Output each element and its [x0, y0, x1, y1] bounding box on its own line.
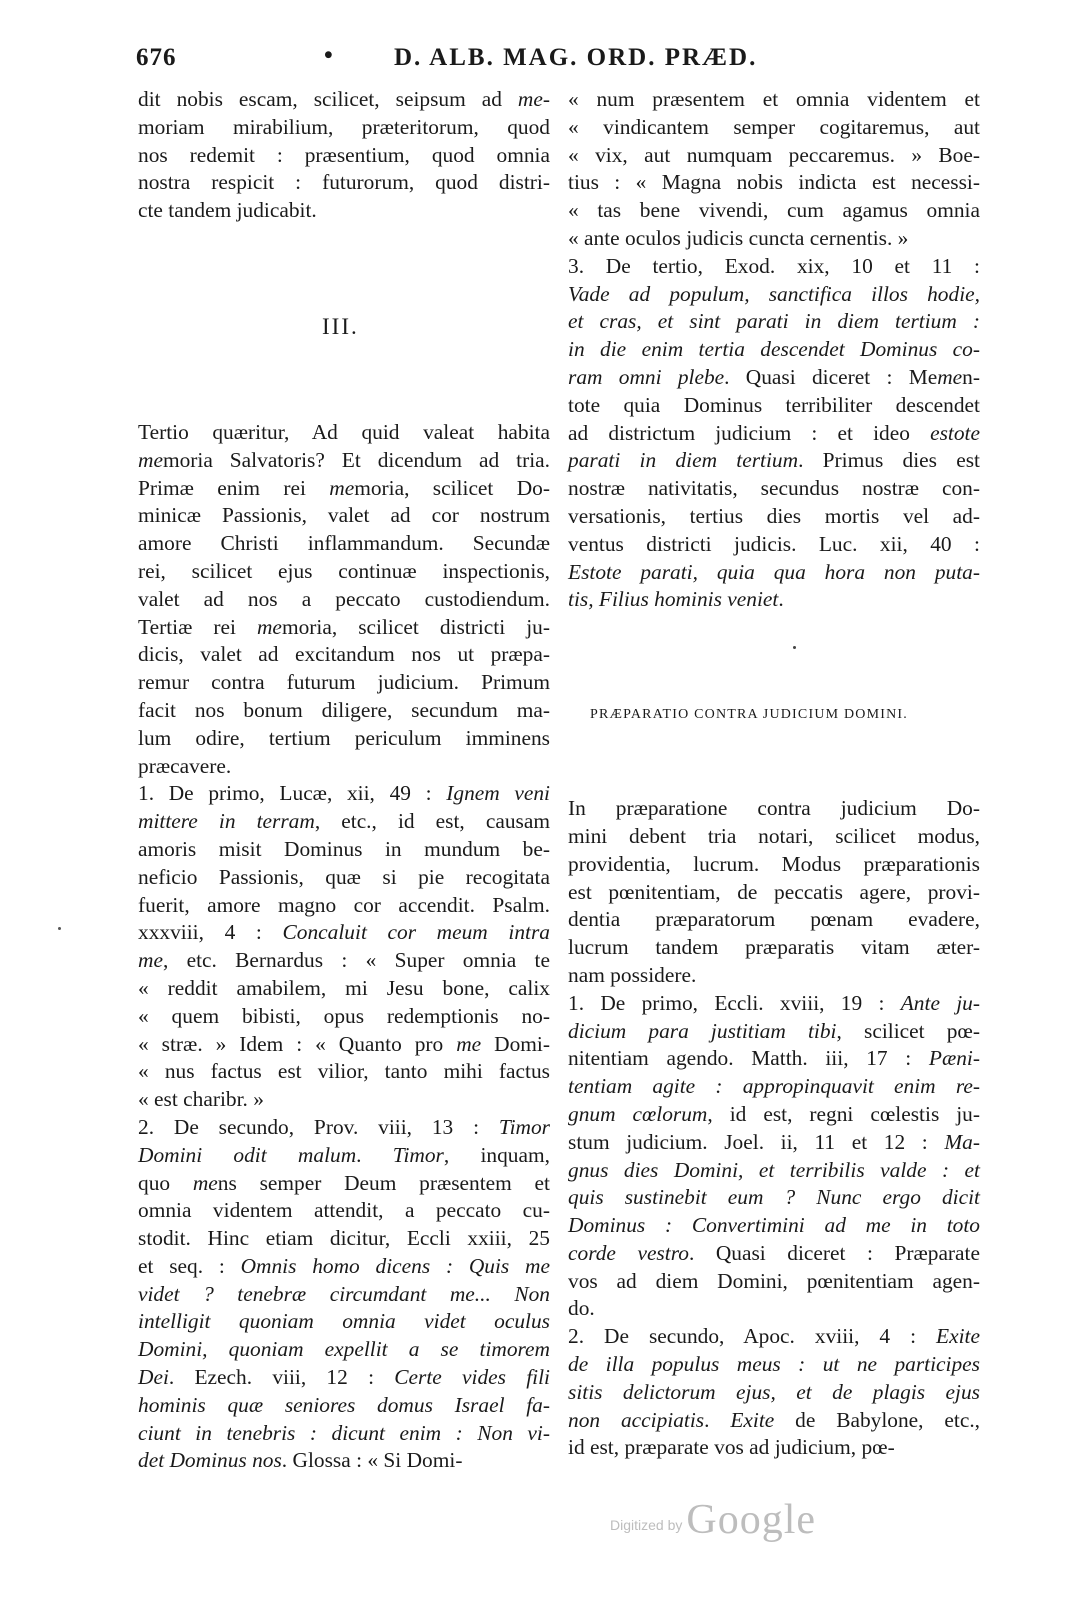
text-line: « ante oculos judicis cuncta cernentis. »	[568, 225, 909, 250]
text-line: Tertiæ rei memoria, scilicet districti ju-	[138, 614, 550, 639]
text-line: et cras, et sint parati in diem tertium :	[568, 309, 980, 334]
text-line: « vindicantem semper cogitaremus, aut	[568, 114, 980, 139]
text-line: Domini odit malum. Timor, inquam,	[138, 1142, 550, 1167]
text-line: facit nos bonum diligere, secundum ma-	[138, 697, 550, 722]
text-line: « vix, aut numquam peccaremus. » Boe-	[568, 142, 980, 167]
text-line: corde vestro. Quasi diceret : Præparate	[568, 1240, 980, 1265]
text-line: Estote parati, quia qua hora non puta-	[568, 559, 980, 584]
text-line: videt ? tenebræ circumdant me... Non	[138, 1281, 550, 1306]
text-line: ram omni plebe. Quasi diceret : Memen-	[568, 364, 980, 389]
text-line: xxxviii, 4 : Concaluit cor meum intra	[138, 920, 550, 945]
text-line: providentia, lucrum. Modus præparationis	[568, 851, 980, 876]
right-block-1	[568, 86, 980, 614]
text-line: 3. De tertio, Exod. xix, 10 et 11 :	[568, 253, 980, 278]
text-line: « nus factus est vilior, tanto mihi factus	[138, 1059, 550, 1084]
text-line: omnia videntem attendit, a peccato cu-	[138, 1198, 550, 1223]
text-line: « num præsentem et omnia videntem et	[568, 87, 980, 111]
text-line: Vade ad populum, sanctifica illos hodie,	[568, 281, 980, 306]
text-line: « quem bibisti, opus redemptionis no-	[138, 1003, 550, 1028]
right-column	[568, 86, 980, 1462]
text-line: « est charibr. »	[138, 1087, 264, 1112]
header-separator: •	[324, 42, 334, 69]
text-line: valet ad nos a peccato custodiendum.	[138, 586, 550, 611]
text-line: nam possidere.	[568, 962, 697, 987]
text-line: mittere in terram, etc., id est, causam	[138, 809, 550, 834]
running-header	[136, 44, 972, 78]
text-line: Dei. Ezech. viii, 12 : Certe vides fili	[138, 1365, 550, 1390]
text-line: ad districtum judicium : et ideo estote	[568, 420, 980, 445]
ornament-dot	[793, 646, 796, 649]
text-line: 1. De primo, Eccli. xviii, 19 : Ante ju-	[568, 990, 980, 1015]
left-block-2	[138, 419, 550, 1475]
text-line: lucrum tandem præparatis vitam æter-	[568, 935, 980, 960]
watermark-brand: Google	[686, 1497, 817, 1543]
text-line: dentia præparatorum pœnam evadere,	[568, 907, 980, 932]
text-line: est pœnitentiam, de peccatis agere, provi-	[568, 879, 980, 904]
text-line: dicium para justitiam tibi, scilicet pœ-	[568, 1018, 981, 1043]
left-column	[138, 86, 550, 1475]
text-line: et seq. : Omnis homo dicens : Quis me	[138, 1253, 550, 1278]
text-line: dit nobis escam, scilicet, seipsum ad me-	[138, 87, 550, 111]
text-line: tis, Filius hominis veniet.	[568, 587, 784, 612]
text-line: parati in diem tertium. Primus dies est	[568, 448, 980, 473]
text-line: In præparatione contra judicium Do-	[568, 796, 980, 821]
text-line: rei, scilicet ejus continuæ inspectionis,	[138, 558, 550, 583]
subheading-spacer	[568, 614, 980, 795]
text-line: sitis delictorum ejus, et de plagis ejus	[568, 1379, 980, 1404]
text-line: gnus dies Domini, et terribilis valde : et	[568, 1157, 980, 1182]
text-line: fuerit, amore magno cor accendit. Psalm.	[138, 892, 550, 917]
text-line: dicis, valet ad excitandum nos ut præpa-	[138, 642, 550, 667]
text-line: 2. De secundo, Apoc. xviii, 4 : Exite	[568, 1324, 980, 1349]
left-block-1	[138, 86, 550, 225]
text-line: Primæ enim rei memoria, scilicet Do-	[138, 475, 550, 500]
text-line: « reddit amabilem, mi Jesu bone, calix	[138, 975, 550, 1000]
section-subheading: PRÆPARATIO CONTRA JUDICIUM DOMINI.	[590, 707, 908, 722]
text-line: det Dominus nos. Glossa : « Si Domi-	[138, 1448, 463, 1473]
section-number: III.	[322, 314, 359, 339]
text-line: amore Christi inflammandum. Secundæ	[138, 531, 550, 556]
text-line: versationis, tertius dies mortis vel ad-	[568, 503, 980, 528]
text-line: nitentiam agendo. Matth. iii, 17 : Pæni-	[568, 1046, 980, 1071]
text-line: Tertio quæritur, Ad quid valeat habita	[138, 419, 550, 444]
text-line: gnum cœlorum, id est, regni cœlestis ju-	[568, 1101, 981, 1126]
text-line: tentiam agite : appropinquavit enim re-	[568, 1074, 980, 1099]
text-line: tote quia Dominus terribiliter descendet	[568, 392, 980, 417]
text-line: ventus districti judicis. Luc. xii, 40 :	[568, 531, 980, 556]
text-line: « tas bene vivendi, cum agamus omnia	[568, 198, 980, 223]
text-line: cte tandem judicabit.	[138, 198, 317, 223]
text-line: hominis quæ seniores domus Israel fa-	[138, 1392, 550, 1417]
running-title: D. ALB. MAG. ORD. PRÆD.	[394, 44, 758, 71]
text-line: neficio Passionis, quæ si pie recogitata	[138, 864, 550, 889]
text-line: 1. De primo, Lucæ, xii, 49 : Ignem veni	[138, 781, 551, 806]
text-line: nostræ nativitatis, secundus nostræ con-	[568, 476, 980, 501]
text-line: ciunt in tenebris : dicunt enim : Non vi-	[138, 1420, 550, 1445]
text-line: stodit. Hinc etiam dicitur, Eccli xxiii, 25	[138, 1226, 550, 1251]
text-line: quo mens semper Deum præsentem et	[138, 1170, 550, 1195]
text-line: do.	[568, 1296, 595, 1321]
watermark-prefix: Digitized by	[610, 1517, 683, 1533]
right-block-2	[568, 795, 980, 1462]
text-line: remur contra futurum judicium. Primum	[138, 670, 550, 695]
text-line: non accipiatis. Exite de Babylone, etc.,	[568, 1407, 981, 1432]
text-line: vos ad diem Domini, pœnitentiam agen-	[568, 1268, 980, 1293]
text-line: Dominus : Convertimini ad me in toto	[568, 1213, 980, 1238]
text-line: 2. De secundo, Prov. viii, 13 : Timor	[138, 1114, 550, 1139]
text-line: stum judicium. Joel. ii, 11 et 12 : Ma-	[568, 1129, 980, 1154]
page-number: 676	[136, 44, 177, 71]
text-line: quis sustinebit eum ? Nunc ergo dicit	[568, 1185, 980, 1210]
text-line: intelligit quoniam omnia videt oculus	[138, 1309, 550, 1334]
text-line: « stræ. » Idem : « Quanto pro me Domi-	[138, 1031, 550, 1056]
text-line: amoris misit Dominus in mundum be-	[138, 836, 550, 861]
text-line: id est, præparate vos ad judicium, pœ-	[568, 1435, 895, 1460]
text-line: minicæ Passionis, valet ad cor nostrum	[138, 503, 550, 528]
text-line: in die enim tertia descendet Dominus co-	[568, 337, 980, 362]
text-line: nostra respicit : futurorum, quod distri-	[138, 170, 550, 195]
text-line: me, etc. Bernardus : « Super omnia te	[138, 948, 550, 973]
text-line: Domini, quoniam expellit a se timorem	[138, 1337, 550, 1362]
text-line: de illa populus meus : ut ne participes	[568, 1352, 980, 1377]
text-line: moriam mirabilium, præteritorum, quod	[138, 114, 550, 139]
text-line: memoria Salvatoris? Et dicendum ad tria.	[138, 447, 550, 472]
text-line: mini debent tria notari, scilicet modus,	[568, 823, 980, 848]
text-line: præcavere.	[138, 753, 232, 778]
text-line: tius : « Magna nobis indicta est necessi-	[568, 170, 980, 195]
text-line: lum odire, tertium periculum imminens	[138, 725, 550, 750]
digitized-watermark	[610, 1496, 816, 1544]
margin-speck	[58, 927, 61, 930]
text-line: nos redemit : præsentium, quod omnia	[138, 142, 550, 167]
